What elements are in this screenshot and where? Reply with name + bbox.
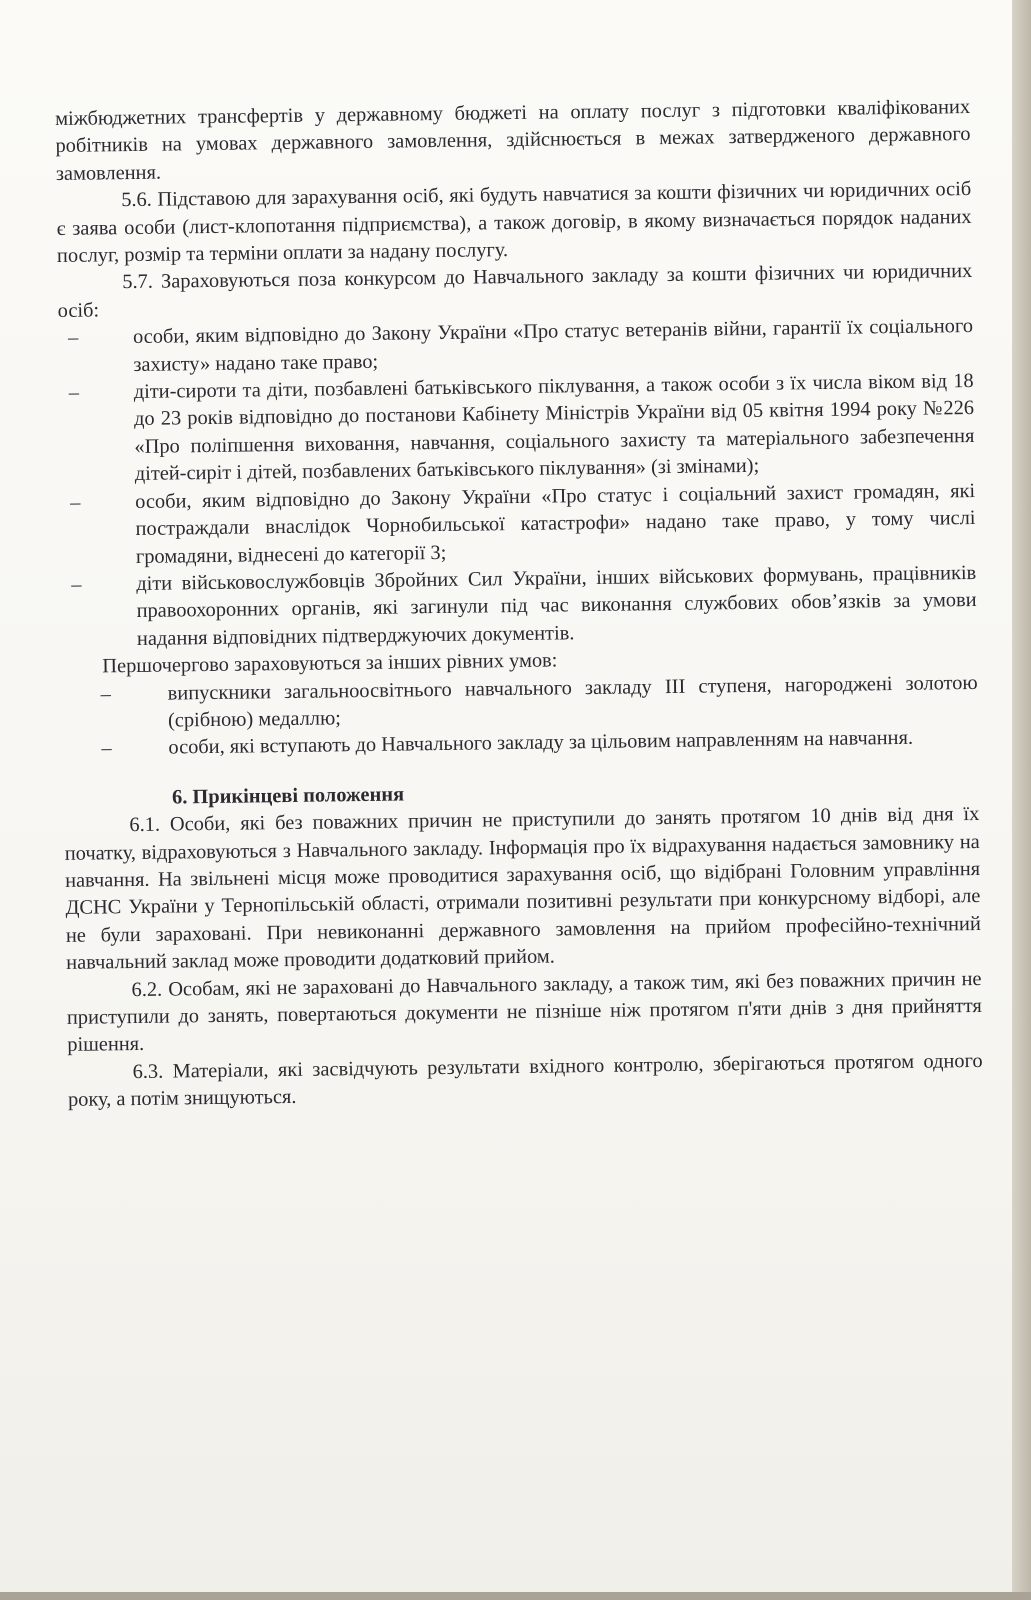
paragraph-6-1: 6.1. Особи, які без поважних причин не приступили до занять протягом 10 днів від дня їх початку, відраховуються з Навчального закладу. Інформація про їх відрахування надається замовнику на навчання. На звільнені місця може проводитися зарахування осіб, що відібрані Головним управління ДСНС України у Тернопільській області, отримали позитивні результати при конкурсному відборі, але не були зараховані. При невиконанні державного замовлення на прийом професійно-технічний навчальний заклад може проводити додатковий прийом. xyxy=(64,803,981,975)
paragraph-6-3: 6.3. Матеріали, які засвідчують результати вхідного контролю, зберігаються протягом одного року, а потім знищуються. xyxy=(67,1049,983,1112)
list-item xyxy=(59,368,975,490)
priority-intro: Першочергово зараховуються за інших рівних умов: xyxy=(102,649,558,678)
list-dash: – xyxy=(101,737,112,760)
paragraph-5-6: 5.6. Підставою для зарахування осіб, які будуть навчатися за кошти фізичних чи юридичних осіб є заява особи (лист-клопотання підприємства), а також договір, в якому визначається порядок наданих послуг, розмір та терміни оплати за надану послугу. xyxy=(56,178,972,268)
list-dash: – xyxy=(68,381,80,404)
list-dash: – xyxy=(67,326,79,350)
list-item-text: особи, яким відповідно до Закону України «Про статус ветеранів війни, гарантії їх соціального захисту» надано таке право; xyxy=(132,315,974,376)
list-dash: – xyxy=(71,573,82,596)
list-dash: – xyxy=(70,491,81,514)
paragraph-5-7: 5.7. Зараховуються поза конкурсом до Навчального закладу за кошти фізичних чи юридичних осіб: xyxy=(57,260,973,322)
list-item-text: діти військовослужбовців Збройних Сил України, інших військових формувань, працівників правоохоронних органів, які загинули під час виконання службових обов’язків за умови надання відповідних підтверджуючих документів. xyxy=(136,561,977,650)
list-item xyxy=(61,560,977,654)
list-item xyxy=(60,478,976,572)
list-priority xyxy=(63,670,979,764)
document-body xyxy=(55,94,983,1115)
paragraph-6-2: 6.2. Особам, які не зараховані до Навчального закладу, а також тим, які без поважних причин не приступили до занять, повертаються документи не пізніше ніж протягом п'яти днів з дня прийняття рішення. xyxy=(66,967,983,1057)
list-item-text: особи, яким відповідно до Закону України «Про статус і соціальний захист громадян, які постраждали внаслідок Чорнобильської катастрофи» надано таке право, у тому числі громадяни, віднесені до категорії 3; xyxy=(135,479,976,568)
section-6-heading: 6. Прикінцеві положення xyxy=(171,783,405,809)
list-dash: – xyxy=(100,682,112,705)
list-out-of-competition xyxy=(58,313,977,654)
list-item-text: особи, які вступають до Навчального закладу за цільовим направленням на навчання. xyxy=(168,727,914,759)
list-item-text: діти-сироти та діти, позбавлені батьківського піклування, а також особи з їх числа віком від 18 до 23 років відповідно до постанови Кабінету Міністрів України від 05 квітня 1994 року №226 «Про поліпшення виховання, навчання, соціального захисту та матеріального забезпечення дітей-сиріт і дітей, позбавлених батьківського піклування» (зі змінами); xyxy=(133,370,975,486)
list-item-text: випускники загальноосвітнього навчального закладу III ступеня, нагороджені золотою (срібною) медаллю; xyxy=(167,671,978,732)
continuation-paragraph: міжбюджетних трансфертів у державному бюджеті на оплату послуг з підготовки кваліфікованих робітників на умовах державного замовлення, здійснюється в межах затвердженого державного замовлення. xyxy=(55,96,971,185)
page-bottom-edge xyxy=(0,1592,1031,1600)
page-edge-shadow xyxy=(1012,0,1031,1600)
